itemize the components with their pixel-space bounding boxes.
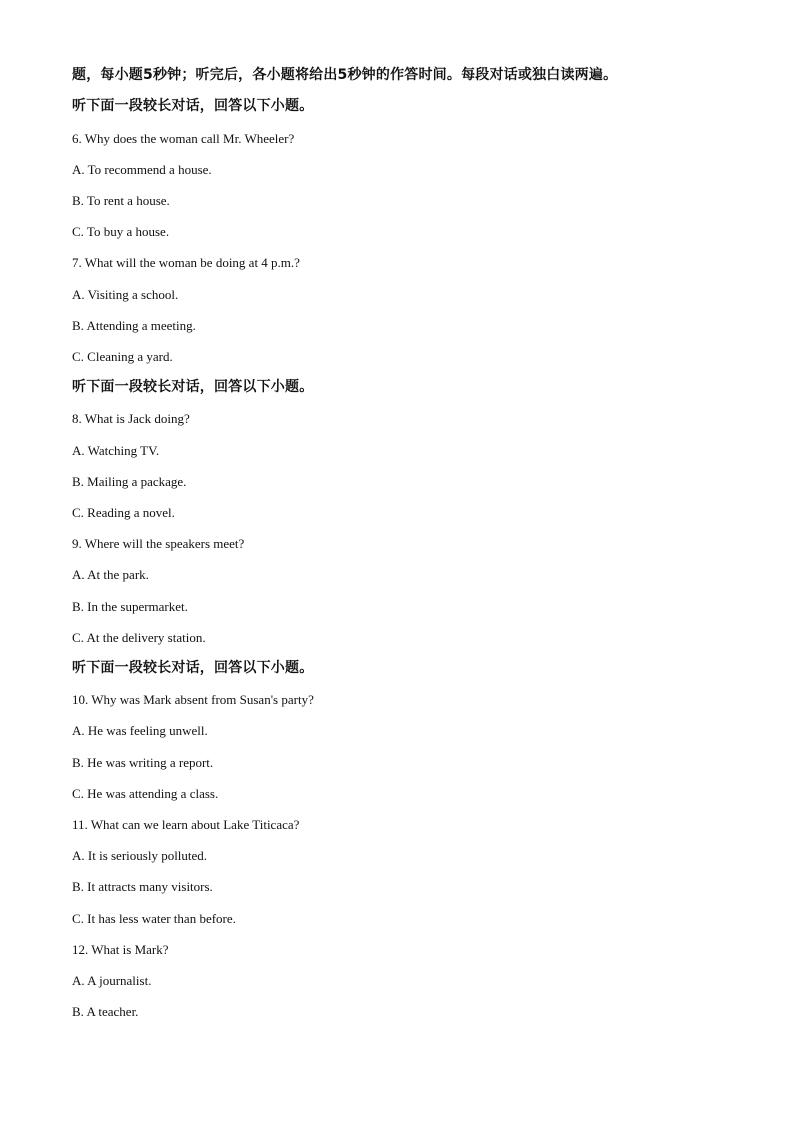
question-9-option-a: A. At the park. — [72, 567, 149, 582]
question-7: 7. What will the woman be doing at 4 p.m.? — [72, 255, 300, 270]
question-12-option-b: B. A teacher. — [72, 1004, 139, 1019]
question-11-option-b: B. It attracts many visitors. — [72, 879, 213, 894]
instructions-line: 题，每小题5秒钟；听完后，各小题将给出5秒钟的作答时间。每段对话或独白读两遍。 — [72, 67, 618, 83]
question-11-option-a: A. It is seriously polluted. — [72, 848, 208, 863]
question-10-option-c: C. He was attending a class. — [72, 786, 219, 801]
question-11: 11. What can we learn about Lake Titicaca? — [72, 817, 300, 832]
question-7-option-b: B. Attending a meeting. — [72, 318, 196, 333]
question-11-option-c: C. It has less water than before. — [72, 911, 236, 926]
question-6-option-b: B. To rent a house. — [72, 193, 170, 208]
question-8-option-c: C. Reading a novel. — [72, 505, 175, 520]
question-12-option-a: A. A journalist. — [72, 973, 152, 988]
question-9-option-b: B. In the supermarket. — [72, 599, 188, 614]
question-8-option-b: B. Mailing a package. — [72, 474, 187, 489]
section-heading: 听下面一段较长对话，回答以下小题。 — [72, 660, 314, 676]
question-10-option-b: B. He was writing a report. — [72, 755, 214, 770]
question-6: 6. Why does the woman call Mr. Wheeler? — [72, 131, 295, 146]
question-8: 8. What is Jack doing? — [72, 411, 190, 426]
question-9: 9. Where will the speakers meet? — [72, 536, 245, 551]
question-12: 12. What is Mark? — [72, 942, 169, 957]
question-8-option-a: A. Watching TV. — [72, 443, 160, 458]
question-9-option-c: C. At the delivery station. — [72, 630, 206, 645]
question-6-option-c: C. To buy a house. — [72, 224, 170, 239]
question-6-option-a: A. To recommend a house. — [72, 162, 212, 177]
question-7-option-c: C. Cleaning a yard. — [72, 349, 173, 364]
question-7-option-a: A. Visiting a school. — [72, 287, 179, 302]
section-heading: 听下面一段较长对话，回答以下小题。 — [72, 379, 314, 395]
question-10: 10. Why was Mark absent from Susan's party? — [72, 692, 314, 707]
section-heading: 听下面一段较长对话，回答以下小题。 — [72, 98, 314, 114]
question-10-option-a: A. He was feeling unwell. — [72, 723, 208, 738]
